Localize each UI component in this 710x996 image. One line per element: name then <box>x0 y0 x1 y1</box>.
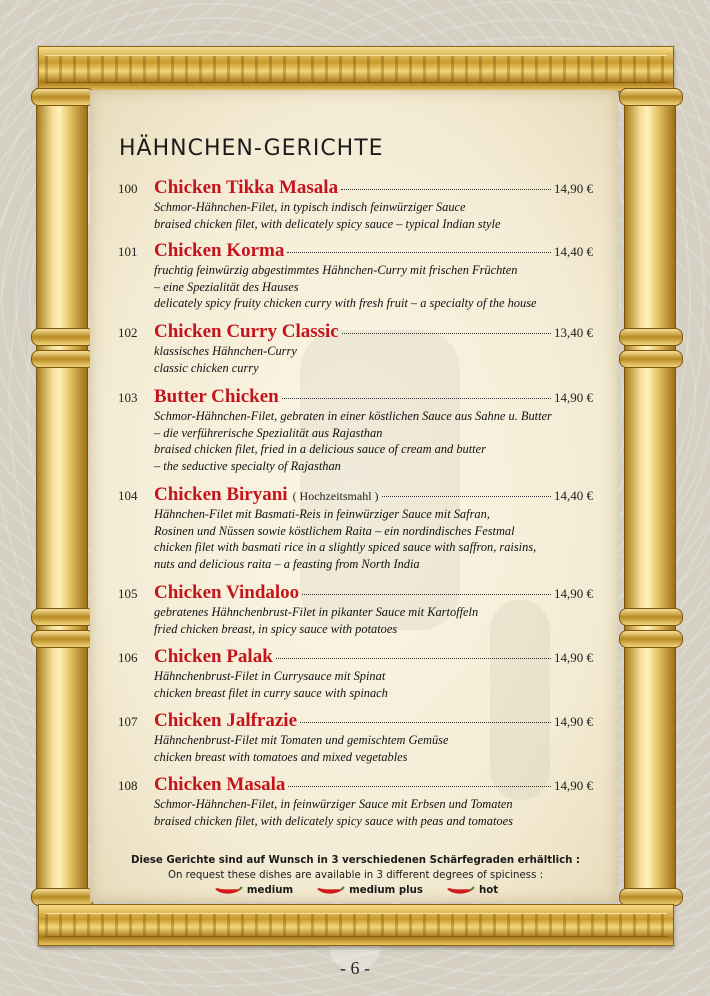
dish-subtitle: ( Hochzeitsmahl ) <box>292 489 379 503</box>
pillar-ring <box>619 608 683 626</box>
dish-description <box>154 408 593 474</box>
description-line: Hähnchenbrust-Filet in Currysauce mit Spinat <box>154 669 386 683</box>
pillar-ring <box>31 350 95 368</box>
menu-item <box>118 177 593 232</box>
dish-description <box>154 199 593 232</box>
description-line: chicken filet with basmati rice in a slightly spiced sauce with saffron, raisins, <box>154 540 537 554</box>
pillar-ring <box>31 608 95 626</box>
dish-description <box>154 668 593 701</box>
menu-item <box>118 774 593 829</box>
dish-number: 104 <box>118 488 138 503</box>
pillar-ring <box>31 88 95 106</box>
description-line: chicken breast filet in curry sauce with spinach <box>154 685 388 700</box>
spiciness-note <box>118 853 593 898</box>
leader-dots <box>288 786 551 787</box>
description-line: klassisches Hähnchen-Curry <box>154 344 297 358</box>
dish-name: Chicken Palak <box>154 646 273 667</box>
dish-name: Chicken Jalfrazie <box>154 710 298 731</box>
chili-pepper-icon <box>213 886 243 896</box>
dish-description <box>154 796 593 829</box>
description-line: braised chicken filet, with delicately spicy sauce – typical Indian style <box>154 216 501 231</box>
pillar-ring <box>31 328 95 346</box>
pillar-ring <box>619 630 683 648</box>
dish-price: 14,90 € <box>554 650 593 665</box>
description-line: – die verführerische Spezialität aus Rajasthan <box>154 425 383 440</box>
gold-frame-bottom <box>38 904 674 946</box>
spiciness-label: medium <box>246 885 294 896</box>
leader-dots <box>287 252 551 253</box>
dish-description <box>154 343 593 376</box>
dish-description <box>154 732 593 765</box>
dish-name: Chicken Vindaloo <box>154 582 300 603</box>
chili-pepper-icon <box>315 886 345 896</box>
description-line: Schmor-Hähnchen-Filet, in feinwürziger Sauce mit Erbsen und Tomaten <box>154 797 513 811</box>
dish-name: Chicken Curry Classic <box>154 321 339 342</box>
gold-frame-top <box>38 46 674 92</box>
spiciness-level-medium <box>213 883 293 898</box>
leader-dots <box>300 722 551 723</box>
dish-price: 14,90 € <box>554 181 593 196</box>
menu-item <box>118 240 593 312</box>
spiciness-label: medium plus <box>349 885 423 896</box>
chili-pepper-icon <box>445 886 475 896</box>
dish-number: 101 <box>118 244 138 259</box>
description-line: Schmor-Hähnchen-Filet, in typisch indisch feinwürziger Sauce <box>154 200 466 214</box>
description-line: – eine Spezialität des Hauses <box>154 279 299 294</box>
spiciness-legend <box>118 883 593 898</box>
leader-dots <box>302 594 551 595</box>
dish-price: 14,40 € <box>554 488 593 503</box>
spiciness-note-de: Diese Gerichte sind auf Wunsch in 3 verschiedenen Schärfegraden erhältlich : <box>131 855 580 866</box>
dish-number: 100 <box>118 181 138 196</box>
description-line: classic chicken curry <box>154 360 259 375</box>
dish-number: 106 <box>118 650 138 665</box>
pillar-ring <box>619 88 683 106</box>
spiciness-level-hot <box>445 883 498 898</box>
spiciness-note-en: On request these dishes are available in 3 different degrees of spiciness : <box>167 870 544 881</box>
leader-dots <box>276 658 551 659</box>
description-line: fried chicken breast, in spicy sauce with potatoes <box>154 621 398 636</box>
description-line: delicately spicy fruity chicken curry with fresh fruit – a specialty of the house <box>154 296 537 310</box>
pillar-ring <box>619 328 683 346</box>
description-line: – the seductive specialty of Rajasthan <box>154 458 341 473</box>
dish-description <box>154 262 593 312</box>
dish-number: 103 <box>118 390 138 405</box>
dish-price: 14,90 € <box>554 714 593 729</box>
page-title: HÄHNCHEN-GERICHTE <box>119 136 384 161</box>
spiciness-label: hot <box>478 885 499 896</box>
description-line: gebratenes Hähnchenbrust-Filet in pikanter Sauce mit Kartoffeln <box>154 605 479 619</box>
dish-price: 14,90 € <box>554 778 593 793</box>
menu-item <box>118 484 593 572</box>
dish-name: Chicken Tikka Masala <box>154 177 339 198</box>
menu-item <box>118 386 593 474</box>
leader-dots <box>382 496 551 497</box>
pillar-left <box>36 88 88 906</box>
description-line: Hähnchenbrust-Filet mit Tomaten und gemischtem Gemüse <box>154 733 449 747</box>
description-line: braised chicken filet, with delicately spicy sauce with peas and tomatoes <box>154 813 513 828</box>
dish-price: 13,40 € <box>554 325 593 340</box>
dish-number: 102 <box>118 325 138 340</box>
dish-name: Chicken Biryani <box>154 484 288 505</box>
menu-item <box>118 710 593 765</box>
dish-number: 108 <box>118 778 138 793</box>
menu-item <box>118 646 593 701</box>
spiciness-level-medium-plus <box>315 883 423 898</box>
dish-number: 107 <box>118 714 138 729</box>
dish-price: 14,40 € <box>554 244 593 259</box>
dish-name: Chicken Korma <box>154 240 285 261</box>
pillar-right <box>624 88 676 906</box>
description-line: Hähnchen-Filet mit Basmati-Reis in feinwürziger Sauce mit Safran, <box>154 507 490 521</box>
description-line: chicken breast with tomatoes and mixed vegetables <box>154 749 408 764</box>
page-number: - 6 - <box>340 958 370 978</box>
dish-name: Chicken Masala <box>154 774 286 795</box>
leader-dots <box>282 398 551 399</box>
dish-price: 14,90 € <box>554 586 593 601</box>
menu-item <box>118 582 593 637</box>
dish-number: 105 <box>118 586 138 601</box>
dish-name: Butter Chicken <box>154 386 279 407</box>
leader-dots <box>341 189 551 190</box>
dish-price: 14,90 € <box>554 390 593 405</box>
pillar-ring <box>619 350 683 368</box>
description-line: Schmor-Hähnchen-Filet, gebraten in einer köstlichen Sauce aus Sahne u. Butter <box>154 409 552 423</box>
menu-item <box>118 321 593 376</box>
description-line: fruchtig feinwürzig abgestimmtes Hähnchen-Curry mit frischen Früchten <box>154 263 518 277</box>
description-line: nuts and delicious raita – a feasting from North India <box>154 556 420 571</box>
pillar-ring <box>31 630 95 648</box>
dish-description <box>154 604 593 637</box>
description-line: braised chicken filet, fried in a delicious sauce of cream and butter <box>154 442 486 456</box>
dish-description <box>154 506 593 572</box>
description-line: Rosinen und Nüssen sowie köstlichem Raita – ein nordindisches Festmal <box>154 523 515 538</box>
leader-dots <box>342 333 551 334</box>
